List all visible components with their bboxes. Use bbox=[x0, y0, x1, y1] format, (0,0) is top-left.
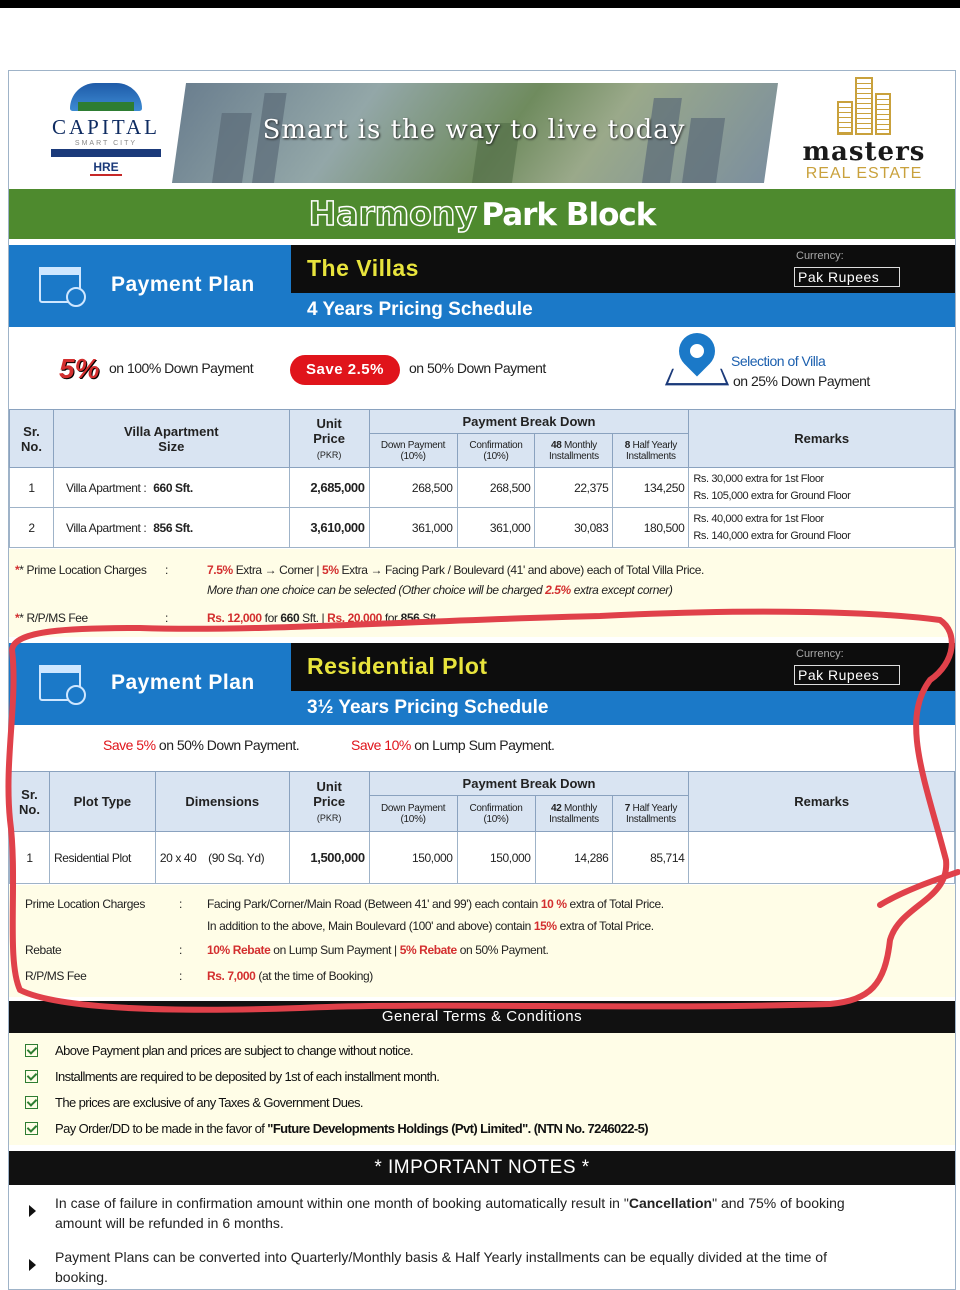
plc-colon: : bbox=[179, 897, 182, 911]
calendar-clock-icon bbox=[39, 665, 81, 701]
selection-down-payment-text: on 25% Down Payment bbox=[733, 373, 870, 389]
fee-label: ** R/P/MS Fee bbox=[15, 611, 88, 625]
col-sr: Sr. No. bbox=[10, 772, 50, 832]
important-notes bbox=[9, 1185, 955, 1290]
cell-remarks: Rs. 30,000 extra for 1st Floor Rs. 105,000 extra for Ground Floor bbox=[689, 468, 955, 508]
building-icon bbox=[833, 73, 895, 135]
col-villa-size: Villa Apartment Size bbox=[53, 410, 289, 468]
calendar-clock-icon bbox=[39, 267, 81, 303]
cell-half: 85,714 bbox=[613, 832, 689, 884]
col-dimensions: Dimensions bbox=[155, 772, 289, 832]
cell-sr: 2 bbox=[10, 508, 54, 548]
terms-list bbox=[9, 1033, 955, 1145]
checkbox-icon bbox=[25, 1122, 38, 1135]
checkbox-icon bbox=[25, 1070, 38, 1083]
offer-half-payment-text: on 50% Down Payment bbox=[409, 360, 546, 376]
col-half-yearly: 7 Half Yearly Installments bbox=[613, 796, 689, 832]
five-percent-badge: 5% bbox=[59, 353, 100, 384]
payment-plan-label: Payment Plan bbox=[111, 273, 255, 296]
cell-conf: 361,000 bbox=[457, 508, 535, 548]
col-plot-type: Plot Type bbox=[49, 772, 155, 832]
banner-slogan: Smart is the way to live today bbox=[262, 115, 686, 145]
cell-price: 2,685,000 bbox=[289, 468, 369, 508]
logo-divider bbox=[51, 149, 161, 157]
plot-title-bar bbox=[291, 643, 955, 691]
plc-label: ** Prime Location Charges bbox=[15, 563, 147, 577]
villas-payment-plan-box bbox=[9, 245, 291, 327]
col-sr: Sr. No. bbox=[10, 410, 54, 468]
currency-value: Pak Rupees bbox=[794, 267, 900, 287]
col-down-payment: Down Payment (10%) bbox=[369, 796, 457, 832]
col-monthly: 42 Monthly Installments bbox=[535, 796, 613, 832]
col-confirmation: Confirmation (10%) bbox=[457, 796, 535, 832]
cell-monthly: 22,375 bbox=[535, 468, 613, 508]
important-note-2: Payment Plans can be converted into Quarterly/Monthly basis & Half Yearly installments can be equally divided at the time of booking. bbox=[55, 1249, 827, 1285]
rebate-line: 10% Rebate on Lump Sum Payment | 5% Rebate on 50% Payment. bbox=[207, 943, 549, 957]
villas-title-bar bbox=[291, 245, 955, 293]
payment-plan-sheet bbox=[8, 70, 956, 1290]
cell-monthly: 14,286 bbox=[535, 832, 613, 884]
masters-sub-text: REAL ESTATE bbox=[805, 165, 923, 182]
villas-schedule-bar bbox=[291, 293, 955, 327]
cell-sr: 1 bbox=[10, 468, 54, 508]
fee-line: Rs. 7,000 (at the time of Booking) bbox=[207, 969, 373, 983]
term-item: The prices are exclusive of any Taxes & Government Dues. bbox=[25, 1095, 363, 1110]
term-item: Pay Order/DD to be made in the favor of "Future Developments Holdings (Pvt) Limited". (NTN No. 7246022-5) bbox=[25, 1121, 648, 1136]
villas-pricing-table bbox=[9, 409, 955, 548]
col-unit-price: Unit Price (PKR) bbox=[289, 410, 369, 468]
cell-down: 150,000 bbox=[369, 832, 457, 884]
hre-logo: HRE bbox=[90, 160, 121, 176]
cell-conf: 268,500 bbox=[457, 468, 535, 508]
cell-half: 134,250 bbox=[613, 468, 689, 508]
bullet-arrow-icon bbox=[29, 1205, 36, 1217]
plot-pricing-table bbox=[9, 771, 955, 884]
col-half-yearly: 8 Half Yearly Installments bbox=[613, 434, 689, 468]
cell-plot-type: Residential Plot bbox=[49, 832, 155, 884]
villas-section-header bbox=[9, 245, 955, 327]
plc-colon: : bbox=[165, 563, 168, 577]
cell-villa-size: Villa Apartment : 856 Sft. bbox=[53, 508, 289, 548]
cell-sr: 1 bbox=[10, 832, 50, 884]
plc-line-2: In addition to the above, Main Boulevard (100' and above) contain 15% extra of Total Price. bbox=[207, 919, 654, 933]
plot-payment-plan-box bbox=[9, 643, 291, 725]
fee-label: R/P/MS Fee bbox=[25, 969, 87, 983]
capital-logo-text: CAPITAL bbox=[52, 115, 160, 139]
col-payment-breakdown: Payment Break Down bbox=[369, 772, 689, 796]
cell-price: 3,610,000 bbox=[289, 508, 369, 548]
fee-line: Rs. 12,000 for 660 Sft. | Rs. 20,000 for 856 Sft. bbox=[207, 611, 439, 625]
bullet-arrow-icon bbox=[29, 1259, 36, 1271]
plc-line-2: More than one choice can be selected (Other choice will be charged 2.5% extra except corner) bbox=[207, 583, 673, 597]
col-unit-price: Unit Price (PKR) bbox=[289, 772, 369, 832]
terms-heading: General Terms & Conditions bbox=[9, 1001, 955, 1033]
villas-offers-row bbox=[9, 325, 955, 409]
plc-line-1: Facing Park/Corner/Main Road (Between 41' and 99') each contain 10 % extra of Total Price. bbox=[207, 897, 664, 911]
plot-schedule-bar bbox=[291, 691, 955, 725]
brochure-header bbox=[9, 71, 955, 189]
plot-section-header bbox=[9, 643, 955, 725]
currency-value: Pak Rupees bbox=[794, 665, 900, 685]
villas-notes bbox=[9, 549, 955, 637]
project-title-bar bbox=[9, 189, 955, 239]
plc-line-1: 7.5% Extra → Corner | 5% Extra → Facing Park / Boulevard (41' and above) each of Total Villa Price. bbox=[207, 563, 704, 577]
selection-of-villa-text: Selection of Villa bbox=[731, 353, 826, 369]
masters-real-estate-logo bbox=[789, 73, 939, 185]
fee-colon: : bbox=[165, 611, 168, 625]
cell-down: 268,500 bbox=[369, 468, 457, 508]
col-monthly: 48 Monthly Installments bbox=[535, 434, 613, 468]
villas-title: The Villas bbox=[307, 255, 419, 281]
cell-down: 361,000 bbox=[369, 508, 457, 548]
capital-smart-city-logo bbox=[31, 83, 181, 183]
important-note-1: In case of failure in confirmation amount within one month of booking automatically result in "Cancellation" and 75% of booking amount will be refunded in 6 months. bbox=[55, 1195, 845, 1231]
map-icon bbox=[665, 369, 729, 386]
plot-offer-half: Save 5% on 50% Down Payment. bbox=[103, 737, 300, 753]
plot-schedule: 3½ Years Pricing Schedule bbox=[307, 697, 549, 718]
offer-full-payment-text: on 100% Down Payment bbox=[109, 360, 254, 376]
payment-plan-label: Payment Plan bbox=[111, 671, 255, 694]
cell-remarks bbox=[689, 832, 955, 884]
term-item: Installments are required to be deposited by 1st of each installment month. bbox=[25, 1069, 439, 1084]
col-remarks: Remarks bbox=[689, 772, 955, 832]
table-row bbox=[10, 508, 955, 548]
plot-offer-lump: Save 10% on Lump Sum Payment. bbox=[351, 737, 555, 753]
capital-tagline: SMART CITY bbox=[74, 140, 138, 147]
cell-half: 180,500 bbox=[613, 508, 689, 548]
checkbox-icon bbox=[25, 1096, 38, 1109]
fee-colon: : bbox=[179, 969, 182, 983]
col-remarks: Remarks bbox=[689, 410, 955, 468]
term-item: Above Payment plan and prices are subject to change without notice. bbox=[25, 1043, 413, 1058]
plc-label: Prime Location Charges bbox=[25, 897, 145, 911]
cell-price: 1,500,000 bbox=[289, 832, 369, 884]
cell-monthly: 30,083 bbox=[535, 508, 613, 548]
plot-title: Residential Plot bbox=[307, 653, 488, 679]
rebate-label: Rebate bbox=[25, 943, 62, 957]
cell-villa-size: Villa Apartment : 660 Sft. bbox=[53, 468, 289, 508]
cell-dimensions: 20 x 40 (90 Sq. Yd) bbox=[155, 832, 289, 884]
currency-label: Currency: bbox=[796, 250, 844, 262]
important-notes-heading: * IMPORTANT NOTES * bbox=[9, 1151, 955, 1185]
plot-notes bbox=[9, 885, 955, 997]
mosque-dome-icon bbox=[70, 83, 142, 111]
save-badge: Save 2.5% bbox=[290, 355, 400, 385]
masters-logo-text: masters bbox=[802, 137, 926, 167]
rebate-colon: : bbox=[179, 943, 182, 957]
table-row bbox=[10, 468, 955, 508]
title-harmony: Harmony bbox=[308, 194, 477, 233]
col-confirmation: Confirmation (10%) bbox=[457, 434, 535, 468]
col-down-payment: Down Payment (10%) bbox=[369, 434, 457, 468]
checkbox-icon bbox=[25, 1044, 38, 1057]
villas-schedule: 4 Years Pricing Schedule bbox=[307, 299, 533, 320]
title-park-block: Park Block bbox=[481, 197, 656, 233]
cell-conf: 150,000 bbox=[457, 832, 535, 884]
top-black-bar bbox=[0, 0, 960, 8]
col-payment-breakdown: Payment Break Down bbox=[369, 410, 689, 434]
cell-remarks: Rs. 40,000 extra for 1st Floor Rs. 140,000 extra for Ground Floor bbox=[689, 508, 955, 548]
table-row bbox=[10, 832, 955, 884]
currency-label: Currency: bbox=[796, 648, 844, 660]
